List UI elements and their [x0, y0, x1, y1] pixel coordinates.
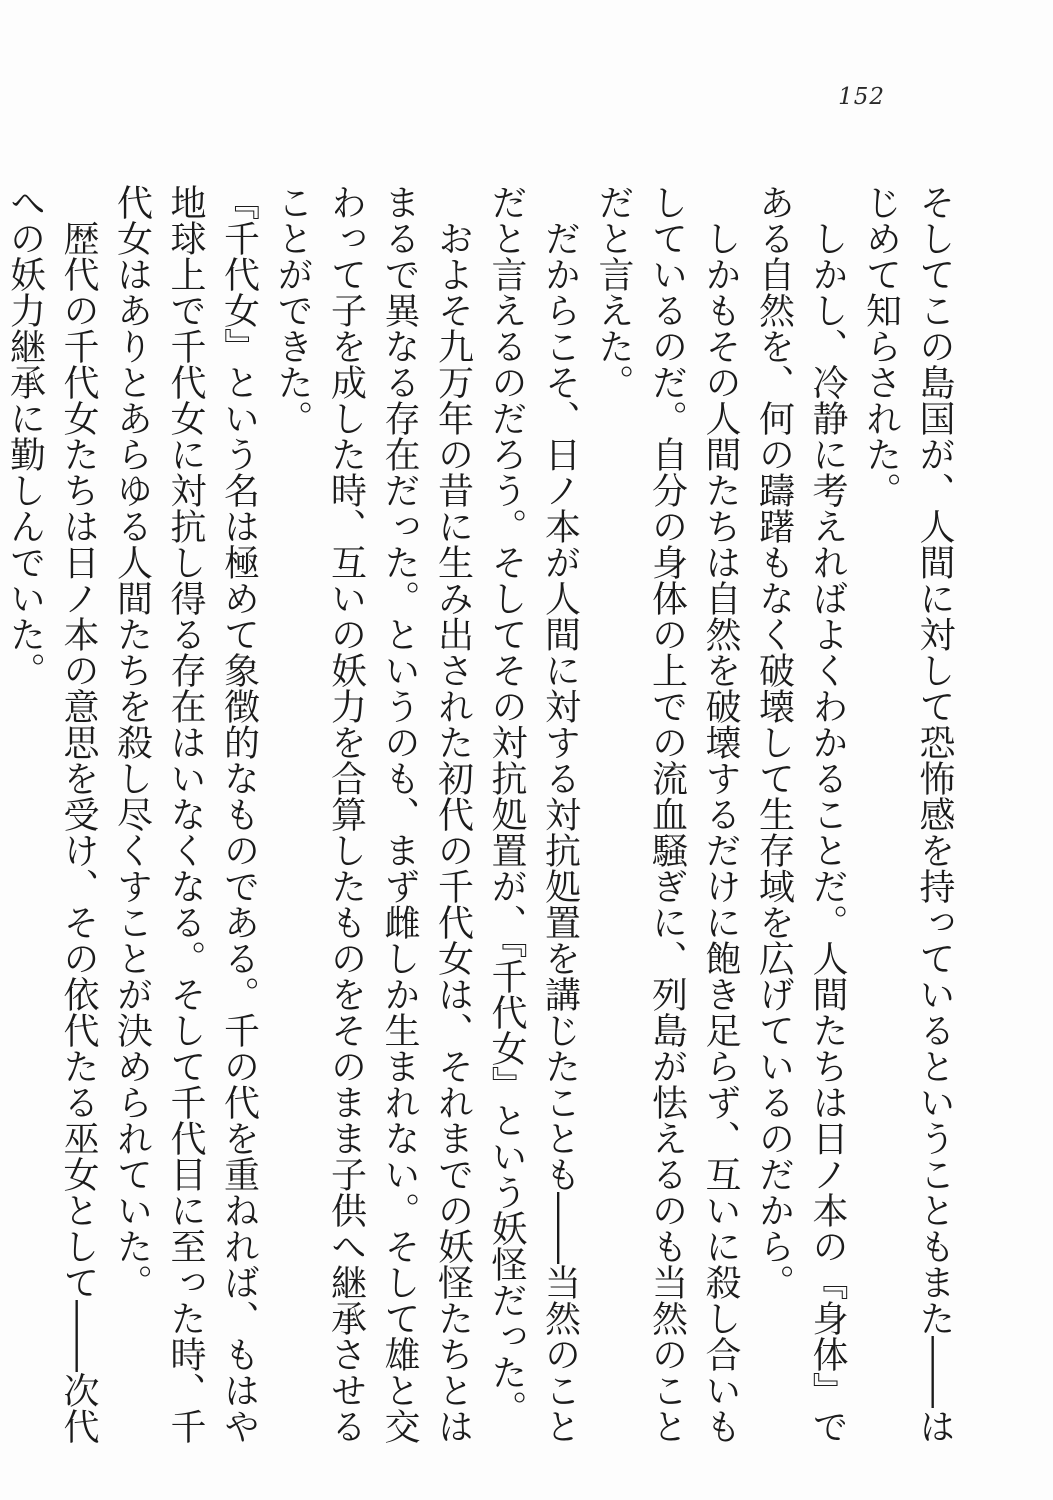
- paragraph-text: て知らされた。: [860, 256, 902, 508]
- paragraph: しかもその人間たちは自然を破壊するだけに飽き足らず、互いに殺し合いもしているのだ。自分の身体の上での流血騒ぎに、列島が怯えるのも当然のことだと言えた。: [593, 184, 741, 1444]
- paragraph-continued-first-line: [854, 184, 961, 1444]
- paragraph: 『千代女』という名は極めて象徴的なものである。千の代を重ねれば、もはや地球上で千代女に対抗し得る存在はいなくなる。そして千代目に至った時、千代女はありとあらゆる人間たちを殺し尽くすことが決められていた。: [111, 184, 260, 1444]
- paragraph: およそ九万年の昔に生み出された初代の千代女は、それまでの妖怪たちとはまるで異なる存在だった。というのも、まず雌しか生まれない。そして雄と交わって子を成した時、互いの妖力を合算したものをそのまま子供へ継承させることができた。: [272, 184, 474, 1444]
- paragraph: 歴代の千代女たちは日ノ本の意思を受け、その依代たる巫女として――次代への妖力継承に勤しんでいた。: [4, 184, 99, 1444]
- paragraph: だからこそ、日ノ本が人間に対する対抗処置を講じたことも――当然のことだと言えるのだろう。そしてその対抗処置が、『千代女』という妖怪だった。: [486, 184, 581, 1444]
- first-line-text: そしてこの島国が、人間に対して恐怖感を持っているということもまた――はじめ: [860, 184, 955, 1444]
- paragraph: しかし、冷静に考えればよくわかることだ。人間たちは日ノ本の『身体』である自然を、何の躊躇もなく破壊して生存域を広げているのだから。: [753, 184, 848, 1444]
- page-number: 152: [838, 84, 885, 110]
- body-text: [4, 184, 961, 1444]
